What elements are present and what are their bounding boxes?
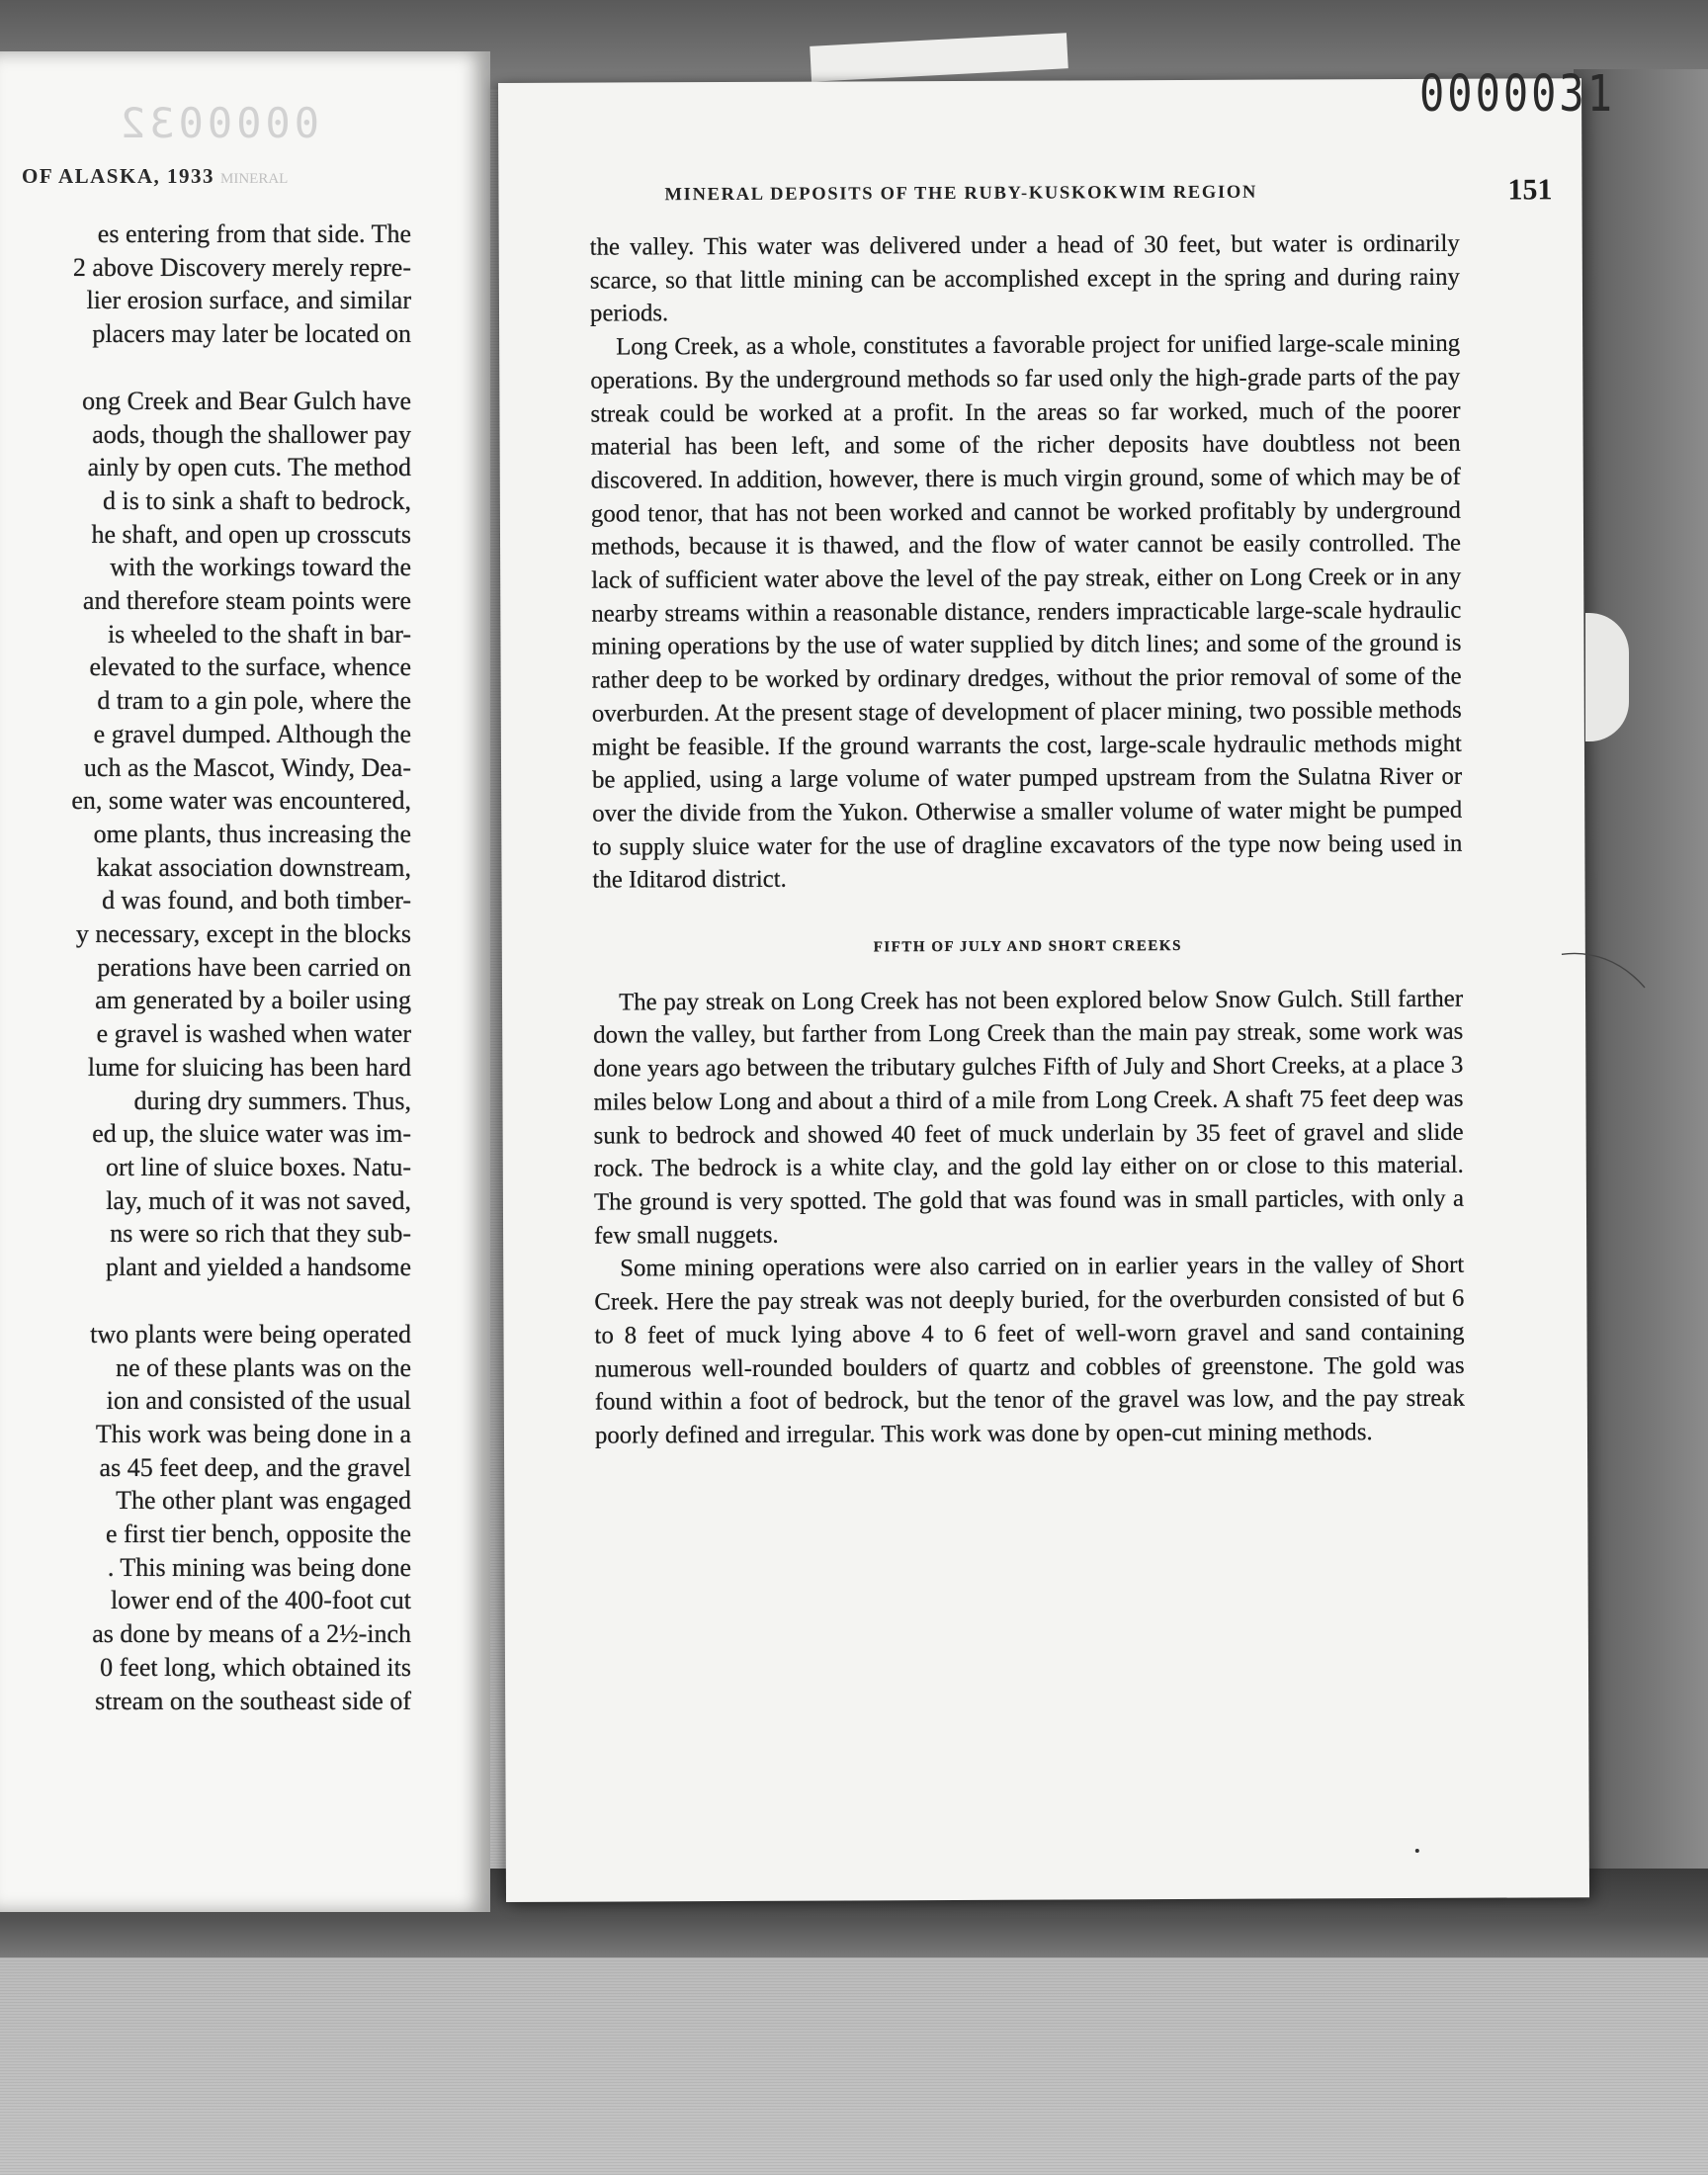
left-page-line: y necessary, except in the blocks [75, 919, 411, 949]
left-page-line [0, 1284, 474, 1318]
left-page-line: es entering from that side. The [97, 219, 411, 248]
left-page-line: uch as the Mascot, Windy, Dea- [83, 752, 411, 782]
left-page-line: e gravel dumped. Although the [93, 719, 411, 748]
left-page-line: is wheeled to the shaft in bar- [107, 619, 411, 649]
left-page-line: e first tier bench, opposite the [105, 1520, 411, 1549]
left-page [0, 51, 490, 1912]
left-page-line: lier erosion surface, and similar [86, 286, 411, 315]
left-page-line: d tram to a gin pole, where the [97, 686, 411, 716]
left-page-line: ong Creek and Bear Gulch have [82, 386, 411, 415]
paragraph: the valley. This water was delivered under a head of 30 feet, but water is ordinarily scarce, so that little mining can be accomplished except in the spring and during rainy periods. [589, 229, 1460, 328]
right-page [498, 78, 1589, 1902]
paragraph: The pay streak on Long Creek has not been explored below Snow Gulch. Still farther down the valley, but farther from Long Creek than the main pay streak, some work was done years ago between the tributary gulches Fifth of July and Short Creeks, at a place 3 miles below Long and about a third of a mile from Long Creek. A shaft 75 feet deep was sunk to bedrock and showed 40 feet of muck underlain by 35 feet of gravel and slide rock. The bedrock is a white clay, and the gold lay either on or close to this material. The ground is very spotted. The gold that was found was in small particles, with only a few small nuggets. [593, 985, 1464, 1250]
left-page-line [0, 351, 474, 385]
left-page-line: lay, much of it was not saved, [106, 1185, 411, 1215]
left-running-head-text: OF ALASKA, 1933 [22, 164, 214, 188]
left-page-line: perations have been carried on [97, 952, 411, 982]
left-page-line: am generated by a boiler using [95, 986, 411, 1015]
left-page-line: The other plant was engaged [116, 1486, 411, 1516]
paragraph: Some mining operations were also carried on in earlier years in the valley of Short Creek. Here the pay streak was not deeply buried, for the overburden consisted of but 6 to 8 feet of muck lying above 4 to 6 feet of well-worn gravel and sand containing numerous well-rounded boulders of quartz and cobbles of greenstone. The gold was found within a foot of bedrock, but the tenor of the gravel was low, and the pay streak poorly defined and irregular. This work was done by open-cut mining methods. [594, 1252, 1465, 1449]
left-page-line: plant and yielded a handsome [105, 1253, 411, 1282]
left-page-line: placers may later be located on [92, 319, 411, 349]
left-page-line: 0 feet long, which obtained its [100, 1652, 411, 1682]
left-page-line: This work was being done in a [95, 1419, 411, 1448]
left-page-line: d is to sink a shaft to bedrock, [103, 485, 411, 515]
body-text [590, 227, 1465, 1452]
left-page-line: ne of these plants was on the [116, 1352, 411, 1382]
left-page-line: stream on the southeast side of [95, 1686, 411, 1715]
left-page-line: ion and consisted of the usual [106, 1386, 411, 1416]
left-page-line: lume for sluicing has been hard [87, 1052, 411, 1082]
left-page-line: ed up, the sluice water was im- [92, 1119, 411, 1149]
left-page-line: during dry summers. Thus, [133, 1086, 411, 1115]
left-running-head [22, 164, 288, 189]
section-heading: FIFTH OF JULY AND SHORT CREEKS [873, 938, 1182, 956]
running-head-title: MINERAL DEPOSITS OF THE RUBY-KUSKOKWIM REGION [664, 182, 1258, 206]
left-page-line: . This mining was being done [107, 1552, 411, 1582]
left-running-head-bleedthrough: MINERAL [220, 171, 289, 187]
left-page-line: as done by means of a 2½-inch [92, 1619, 411, 1649]
left-page-line: lower end of the 400-foot cut [111, 1586, 411, 1615]
document-stamp-number: 0000031 [1419, 64, 1616, 123]
left-page-line: elevated to the surface, whence [89, 652, 411, 682]
left-page-line: ome plants, thus increasing the [93, 819, 411, 848]
left-page-line: ort line of sluice boxes. Natu- [105, 1152, 411, 1181]
left-page-line: e gravel is washed when water [96, 1019, 411, 1049]
speck [1415, 1849, 1419, 1853]
paragraph: Long Creek, as a whole, constitutes a favorable project for unified large-scale mining operations. By the underground methods so far used only the high-grade parts of the pay streak could be worked at a profit. In the areas so far worked, much of the poorer material has been left, and some of the richer deposits have doubtless not been discovered. In addition, however, there is much virgin ground, some of which may be of good tenor, that has not been worked and cannot be worked profitably by underground methods, because it is thawed, and the flow of water cannot be easily controlled. The lack of sufficient water above the level of the pay streak, either on Long Creek or in any nearby streams within a reasonable distance, renders impracticable large-scale hydraulic mining operations by the use of water supplied by ditch lines; and some of the ground is rather deep to be worked by ordinary dredges, without the prior removal of some of the overburden. At the present stage of development of placer mining, two possible methods might be feasible. If the ground warrants the cost, large-scale hydraulic methods might be applied, using a large volume of water pumped upstream from the Sulatna River or over the divide from the Yukon. Otherwise a smaller volume of water might be pumped to supply sluice water for the use of dragline excavators of the type now being used in the Iditarod district. [590, 329, 1463, 894]
left-page-bleedthrough-number: 0000032 [117, 99, 320, 147]
left-page-line: d was found, and both timber- [102, 886, 411, 915]
left-page-line: 2 above Discovery merely repre- [72, 252, 411, 282]
left-page-line: en, some water was encountered, [71, 786, 411, 816]
left-page-line: two plants were being operated [90, 1319, 411, 1348]
left-page-line: he shaft, and open up crosscuts [91, 519, 411, 549]
page-number: 151 [1507, 173, 1553, 207]
left-page-line: kakat association downstream, [96, 852, 411, 882]
left-page-line: aods, though the shallower pay [92, 419, 411, 449]
left-page-line: and therefore steam points were [82, 586, 411, 616]
running-head [664, 173, 1552, 213]
paper-flap [1585, 613, 1629, 741]
left-page-line: ainly by open cuts. The method [87, 453, 411, 482]
left-page-line: with the workings toward the [110, 553, 411, 582]
pen-mark [1562, 948, 1651, 1047]
left-page-line: ns were so rich that they sub- [110, 1219, 411, 1249]
left-page-line: as 45 feet deep, and the gravel [99, 1452, 411, 1482]
left-page-text [0, 218, 474, 1717]
